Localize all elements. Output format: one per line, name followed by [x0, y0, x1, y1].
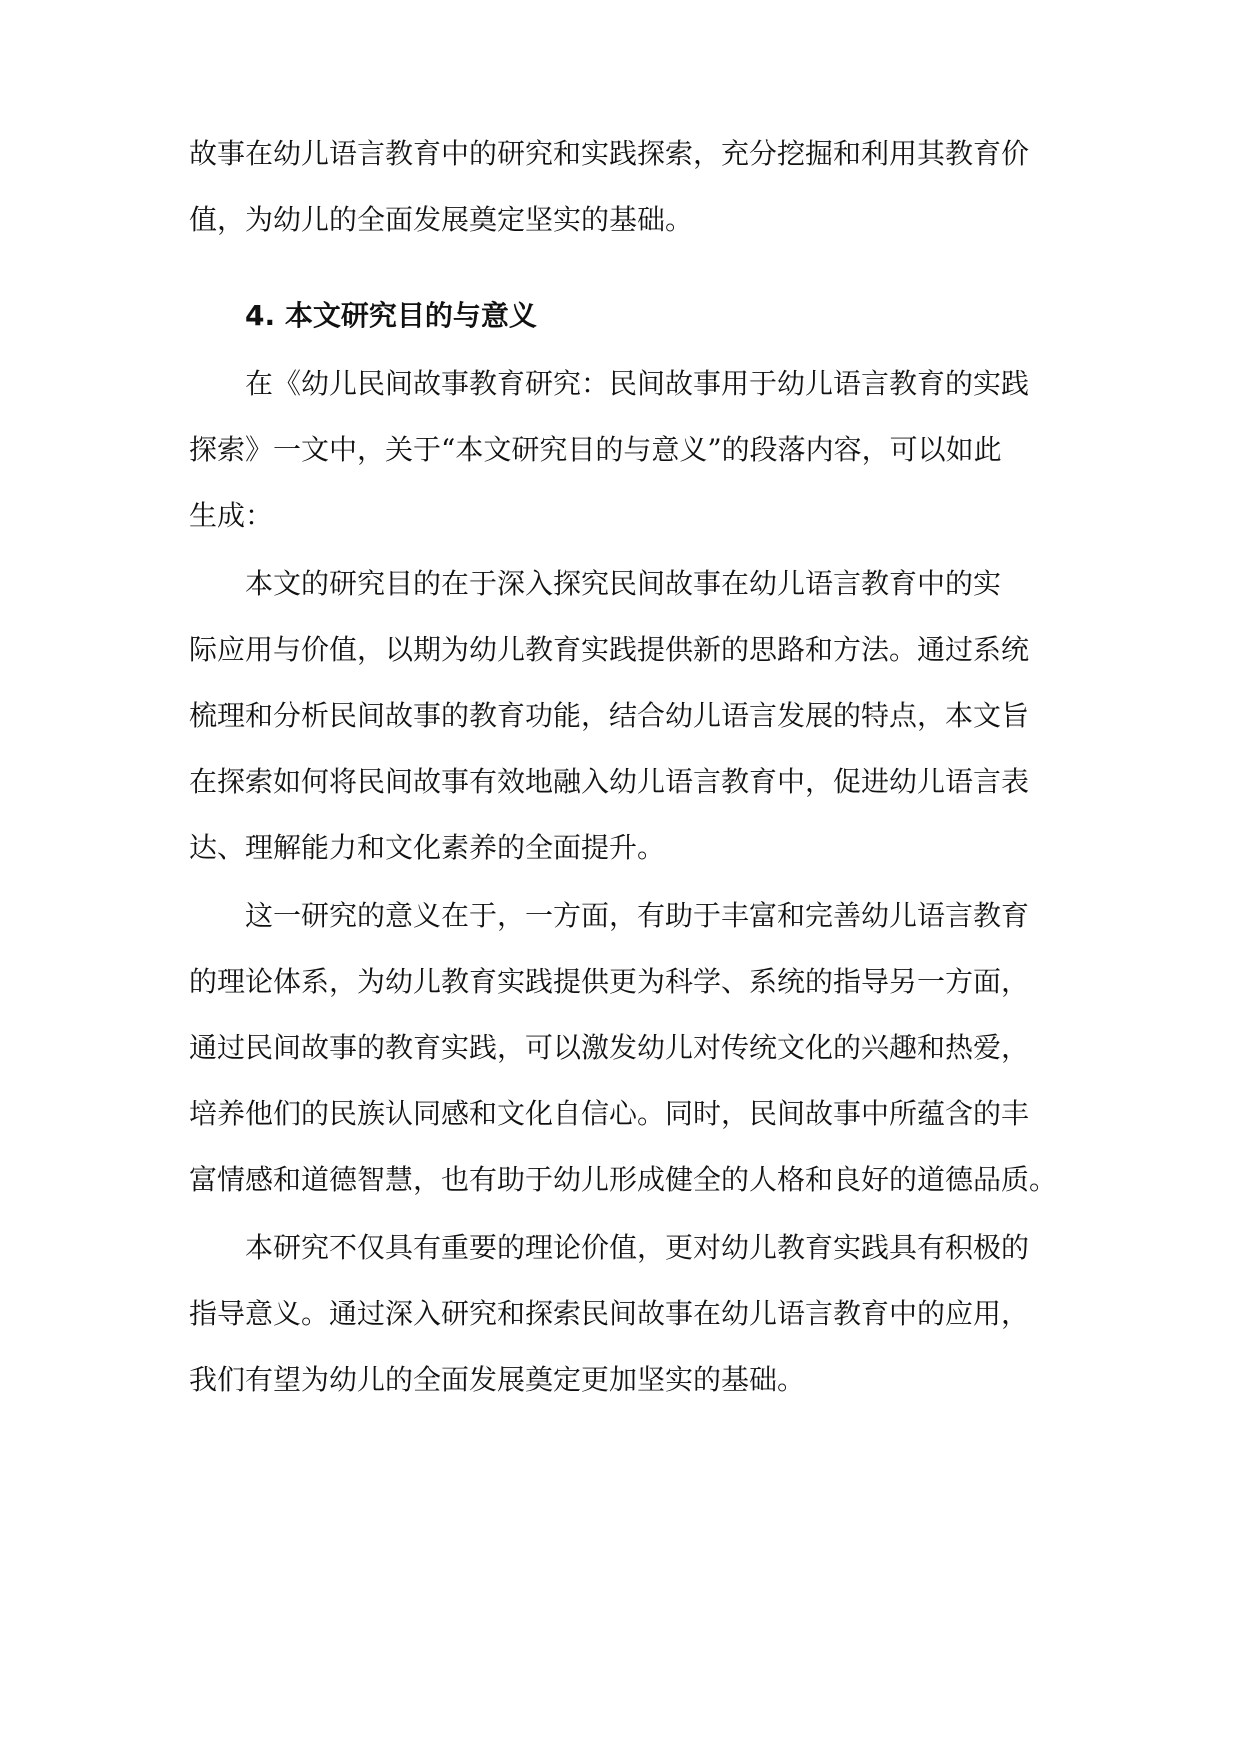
paragraph-line: 故事在幼儿语言教育中的研究和实践探索，充分挖掘和利用其教育价: [189, 137, 1030, 170]
paragraph-line: 我们有望为幼儿的全面发展奠定更加坚实的基础。: [189, 1363, 806, 1396]
paragraph-line: 际应用与价值，以期为幼儿教育实践提供新的思路和方法。通过系统: [189, 633, 1030, 666]
paragraph-line: 指导意义。通过深入研究和探索民间故事在幼儿语言教育中的应用，: [189, 1297, 1030, 1330]
paragraph-line: 值，为幼儿的全面发展奠定坚实的基础。: [189, 203, 694, 236]
paragraph-line: 梳理和分析民间故事的教育功能，结合幼儿语言发展的特点，本文旨: [189, 699, 1030, 732]
paragraph-line: 通过民间故事的教育实践，可以激发幼儿对传统文化的兴趣和热爱，: [189, 1031, 1030, 1064]
paragraph-line: 的理论体系，为幼儿教育实践提供更为科学、系统的指导另一方面，: [189, 965, 1030, 998]
section-heading: 4. 本文研究目的与意义: [245, 299, 537, 332]
paragraph-line: 达、理解能力和文化素养的全面提升。: [189, 831, 666, 864]
paragraph-line: 在《幼儿民间故事教育研究：民间故事用于幼儿语言教育的实践: [245, 367, 1030, 400]
paragraph-line: 在探索如何将民间故事有效地融入幼儿语言教育中，促进幼儿语言表: [189, 765, 1030, 798]
paragraph-line: 富情感和道德智慧，也有助于幼儿形成健全的人格和良好的道德品质。: [189, 1163, 1058, 1196]
paragraph-line: 培养他们的民族认同感和文化自信心。同时，民间故事中所蕴含的丰: [189, 1097, 1030, 1130]
paragraph-line: 本研究不仅具有重要的理论价值，更对幼儿教育实践具有积极的: [245, 1231, 1030, 1264]
paragraph-line: 探索》一文中，关于“本文研究目的与意义”的段落内容，可以如此: [189, 433, 1002, 466]
paragraph-line: 本文的研究目的在于深入探究民间故事在幼儿语言教育中的实: [245, 567, 1002, 600]
paragraph-line: 这一研究的意义在于，一方面，有助于丰富和完善幼儿语言教育: [245, 899, 1030, 932]
paragraph-line: 生成：: [189, 499, 274, 532]
